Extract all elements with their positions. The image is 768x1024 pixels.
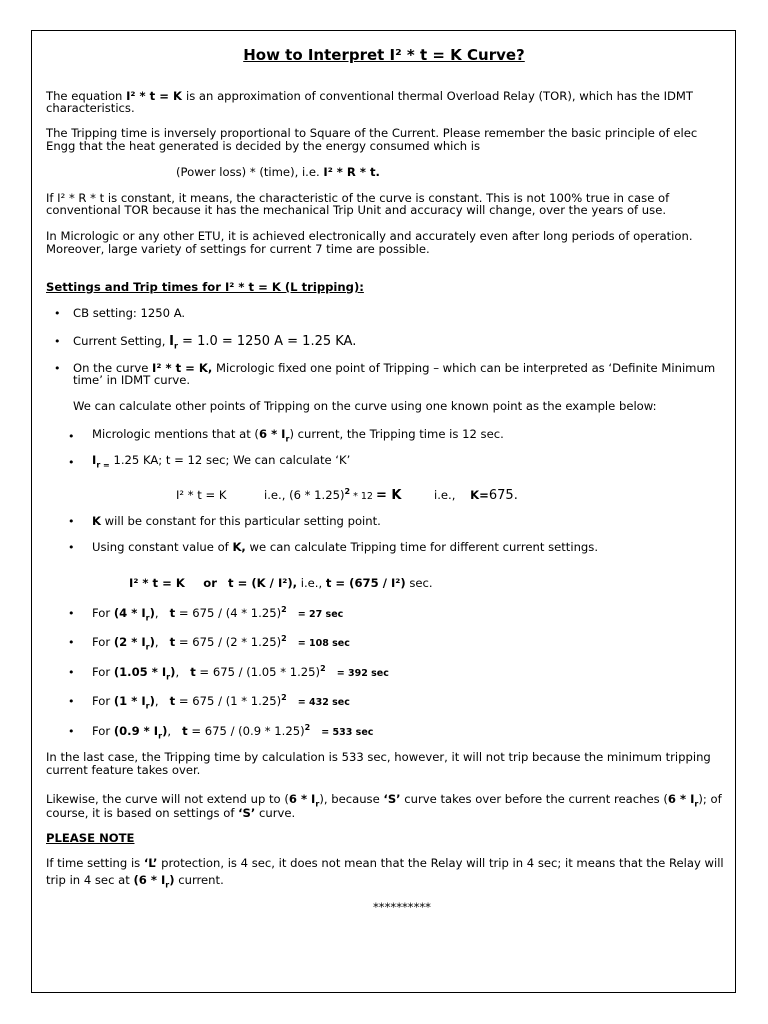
case-row: For $(0.9 * I_r)$, t = 675 / (0.9 * 1.25)$^2$ = 533 sec: [92, 723, 374, 741]
micrologic-mentions: Micrologic mentions that at $(6 * I_r)$ current, the Tripping time is 12 sec.: [92, 427, 504, 444]
likewise-line2: course, it is based on settings of ‘S’ curve.: [46, 806, 296, 820]
current-setting: Current Setting, $I_r = 1.0 = 1250$ A = 1.25 KA.: [73, 334, 357, 351]
bullet: •: [68, 636, 75, 649]
please-note-heading: PLEASE NOTE: [46, 831, 135, 845]
last-case-line2: current feature takes over.: [46, 763, 201, 777]
k-equation-calc: i.e., (6 * 1.25)$^2$ * 12 = K: [264, 487, 402, 503]
paragraph-tripping-line2: Engg that the heat generated is decided by the energy consumed which is: [46, 139, 481, 153]
paragraph-equation-line2: characteristics.: [46, 101, 135, 115]
using-k: Using constant value of K, we can calculate Tripping time for different current settings.: [92, 540, 599, 554]
paragraph-micrologic-line2: Moreover, large variety of settings for current 7 time are possible.: [46, 242, 430, 256]
bullet: •: [68, 515, 75, 528]
paragraph-constant-line2: conventional TOR because it has the mechanical Trip Unit and accuracy will change, over the years of use.: [46, 203, 667, 217]
note-line2: trip in 4 sec at $(6 * I_r)$ current.: [46, 873, 224, 890]
case-row: For $(2 * I_r)$, t = 675 / (2 * 1.25)$^2$ = 108 sec: [92, 634, 350, 652]
case-row: For $(1 * I_r)$, t = 675 / (1 * 1.25)$^2$ = 432 sec: [92, 693, 350, 711]
bullet: •: [54, 307, 61, 320]
last-case-paragraph: In the last case, the Tripping time by calculation is 533 sec, however, it will not trip because the minimum tripping: [46, 750, 711, 764]
curve-point-line2: time’ in IDMT curve.: [73, 373, 191, 387]
bullet: •: [68, 430, 75, 443]
end-stars: **********: [373, 900, 431, 914]
bullet: •: [68, 456, 75, 469]
case-row: For $(4 * I_r)$, t = 675 / (4 * 1.25)$^2$ = 27 sec: [92, 605, 344, 623]
page-border: [31, 30, 736, 993]
k-equation-result: i.e., K=675.: [434, 488, 518, 503]
paragraph-equation: The equation I² * t = K is an approximation of conventional thermal Overload Relay (TOR), which has the IDMT: [46, 89, 693, 103]
bullet: •: [54, 335, 61, 348]
calc-intro: We can calculate other points of Tripping on the curve using one known point as the example below:: [73, 399, 657, 413]
bullet: •: [68, 541, 75, 554]
document-title: How to Interpret I² * t = K Curve?: [243, 46, 525, 64]
section-heading: Settings and Trip times for I² * t = K (L tripping):: [46, 280, 364, 294]
paragraph-micrologic: In Micrologic or any other ETU, it is achieved electronically and accurately even after long periods of operation.: [46, 229, 693, 243]
bullet: •: [68, 695, 75, 708]
t-formula: I² * t = K or t = (K / I²), i.e., t = (675 / I²) sec.: [129, 576, 433, 590]
bullet: •: [54, 362, 61, 375]
curve-point: On the curve I² * t = K, Micrologic fixed one point of Tripping – which can be interpreted as ‘Definite Minimum: [73, 361, 716, 375]
case-row: For $(1.05 * I_r)$, t = 675 / (1.05 * 1.25)$^2$ = 392 sec: [92, 664, 389, 682]
note-paragraph: If time setting is ‘L’ protection, is 4 sec, it does not mean that the Relay will trip in 4 sec; it means that the Relay will: [46, 856, 724, 870]
k-equation-lhs: I² * t = K: [176, 488, 227, 502]
paragraph-tripping: The Tripping time is inversely proportional to Square of the Current. Please remember the basic principle of elec: [46, 126, 698, 140]
formula-power-loss: (Power loss) * (time), i.e. I² * R * t.: [176, 165, 380, 179]
cb-setting: CB setting: 1250 A.: [73, 306, 186, 320]
k-constant: K will be constant for this particular setting point.: [92, 514, 381, 528]
bullet: •: [68, 666, 75, 679]
ir-value-line: $I_{r =}$ 1.25 KA; t = 12 sec; We can calculate ‘K’: [92, 453, 351, 470]
bullet: •: [68, 725, 75, 738]
bullet: •: [68, 607, 75, 620]
likewise-paragraph: Likewise, the curve will not extend up to $(6 * I_r)$, because ‘S’ curve takes over before the current reaches $(6 * I_r)$; of: [46, 792, 722, 809]
paragraph-constant: If I² * R * t is constant, it means, the characteristic of the curve is constant. This is not 100% true in case of: [46, 191, 670, 205]
